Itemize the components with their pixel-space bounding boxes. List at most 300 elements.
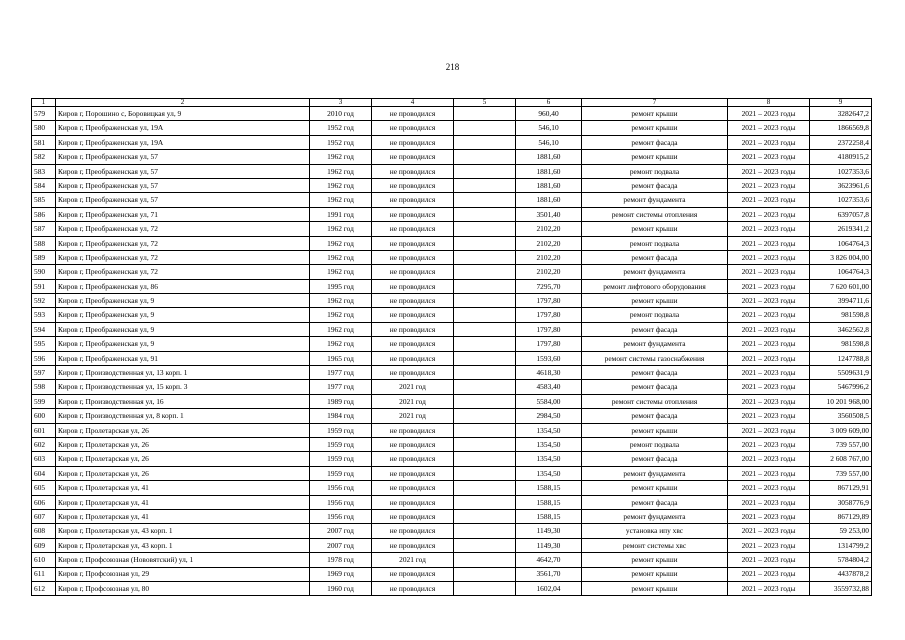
row-number-cell: 585	[32, 193, 56, 207]
table-row	[32, 509, 872, 523]
column-header-5: 5	[454, 99, 516, 107]
period-cell: 2021 – 2023 годы	[728, 322, 810, 336]
area-cell: 2984,50	[516, 409, 582, 423]
cost-cell: 2372258,4	[810, 135, 872, 149]
work-type-cell: ремонт крыши	[582, 481, 728, 495]
work-type-cell: ремонт системы отопления	[582, 207, 728, 221]
work-type-cell: ремонт лифтового оборудования	[582, 279, 728, 293]
cost-cell: 3462562,8	[810, 322, 872, 336]
build-year-cell: 1959 год	[310, 423, 372, 437]
build-year-cell: 1989 год	[310, 394, 372, 408]
address-cell: Киров г, Преображенская ул, 57	[56, 150, 310, 164]
period-cell: 2021 – 2023 годы	[728, 567, 810, 581]
address-cell: Киров г, Преображенская ул, 72	[56, 236, 310, 250]
row-number-cell: 601	[32, 423, 56, 437]
last-repair-year-cell: не проводился	[372, 337, 454, 351]
table-row	[32, 437, 872, 451]
area-cell: 1881,60	[516, 193, 582, 207]
col-5-cell	[454, 567, 516, 581]
col-5-cell	[454, 121, 516, 135]
cost-cell: 3 009 609,00	[810, 423, 872, 437]
row-number-cell: 608	[32, 524, 56, 538]
row-number-cell: 592	[32, 294, 56, 308]
col-5-cell	[454, 509, 516, 523]
last-repair-year-cell: не проводился	[372, 538, 454, 552]
address-cell: Киров г, Профсоюзная (Нововятский) ул, 1	[56, 553, 310, 567]
area-cell: 1588,15	[516, 481, 582, 495]
cost-cell: 981598,8	[810, 337, 872, 351]
address-cell: Киров г, Пролетарская ул, 43 корп. 1	[56, 524, 310, 538]
table-row	[32, 581, 872, 595]
column-header-4: 4	[372, 99, 454, 107]
area-cell: 1602,04	[516, 581, 582, 595]
address-cell: Киров г, Преображенская ул, 72	[56, 250, 310, 264]
work-type-cell: ремонт подвала	[582, 236, 728, 250]
row-number-cell: 583	[32, 164, 56, 178]
cost-cell: 10 201 968,00	[810, 394, 872, 408]
area-cell: 3501,40	[516, 207, 582, 221]
area-cell: 1881,60	[516, 178, 582, 192]
row-number-cell: 595	[32, 337, 56, 351]
address-cell: Киров г, Производственная ул, 15 корп. 3	[56, 380, 310, 394]
work-type-cell: ремонт подвала	[582, 437, 728, 451]
work-type-cell: ремонт фасада	[582, 178, 728, 192]
last-repair-year-cell: 2021 год	[372, 380, 454, 394]
last-repair-year-cell: не проводился	[372, 265, 454, 279]
area-cell: 4583,40	[516, 380, 582, 394]
row-number-cell: 603	[32, 452, 56, 466]
area-cell: 1588,15	[516, 495, 582, 509]
work-type-cell: ремонт системы газоснабжения	[582, 351, 728, 365]
page-number: 218	[445, 62, 460, 72]
row-number-cell: 604	[32, 466, 56, 480]
table-row	[32, 394, 872, 408]
col-5-cell	[454, 452, 516, 466]
address-cell: Киров г, Преображенская ул, 9	[56, 308, 310, 322]
last-repair-year-cell: не проводился	[372, 178, 454, 192]
work-type-cell: ремонт крыши	[582, 423, 728, 437]
table-row	[32, 495, 872, 509]
last-repair-year-cell: не проводился	[372, 524, 454, 538]
col-5-cell	[454, 409, 516, 423]
last-repair-year-cell: не проводился	[372, 481, 454, 495]
build-year-cell: 2007 год	[310, 524, 372, 538]
period-cell: 2021 – 2023 годы	[728, 107, 810, 121]
address-cell: Киров г, Преображенская ул, 57	[56, 164, 310, 178]
table-row	[32, 308, 872, 322]
col-5-cell	[454, 308, 516, 322]
table-row	[32, 164, 872, 178]
row-number-cell: 600	[32, 409, 56, 423]
column-header-2: 2	[56, 99, 310, 107]
col-5-cell	[454, 380, 516, 394]
last-repair-year-cell: не проводился	[372, 509, 454, 523]
period-cell: 2021 – 2023 годы	[728, 553, 810, 567]
build-year-cell: 1991 год	[310, 207, 372, 221]
build-year-cell: 1952 год	[310, 135, 372, 149]
area-cell: 2102,20	[516, 250, 582, 264]
table-row	[32, 524, 872, 538]
area-cell: 1881,60	[516, 150, 582, 164]
area-cell: 2102,20	[516, 265, 582, 279]
area-cell: 1354,50	[516, 423, 582, 437]
cost-cell: 4180915,2	[810, 150, 872, 164]
build-year-cell: 1962 год	[310, 150, 372, 164]
cost-cell: 1027353,6	[810, 164, 872, 178]
col-5-cell	[454, 294, 516, 308]
work-type-cell: ремонт фасада	[582, 366, 728, 380]
period-cell: 2021 – 2023 годы	[728, 423, 810, 437]
address-cell: Киров г, Порошино с, Боровицкая ул, 9	[56, 107, 310, 121]
col-5-cell	[454, 207, 516, 221]
work-type-cell: ремонт фундамента	[582, 337, 728, 351]
period-cell: 2021 – 2023 годы	[728, 222, 810, 236]
col-5-cell	[454, 135, 516, 149]
build-year-cell: 1977 год	[310, 380, 372, 394]
area-cell: 7295,70	[516, 279, 582, 293]
cost-cell: 2 608 767,00	[810, 452, 872, 466]
work-type-cell: ремонт крыши	[582, 222, 728, 236]
period-cell: 2021 – 2023 годы	[728, 207, 810, 221]
last-repair-year-cell: не проводился	[372, 193, 454, 207]
area-cell: 1149,30	[516, 524, 582, 538]
table-row	[32, 423, 872, 437]
build-year-cell: 1978 год	[310, 553, 372, 567]
address-cell: Киров г, Пролетарская ул, 26	[56, 466, 310, 480]
table-row	[32, 553, 872, 567]
cost-cell: 3058776,9	[810, 495, 872, 509]
row-number-cell: 591	[32, 279, 56, 293]
row-number-cell: 587	[32, 222, 56, 236]
address-cell: Киров г, Преображенская ул, 86	[56, 279, 310, 293]
column-header-6: 6	[516, 99, 582, 107]
area-cell: 546,10	[516, 121, 582, 135]
row-number-cell: 599	[32, 394, 56, 408]
work-type-cell: ремонт системы отопления	[582, 394, 728, 408]
address-cell: Киров г, Преображенская ул, 19А	[56, 135, 310, 149]
area-cell: 4618,30	[516, 366, 582, 380]
col-5-cell	[454, 322, 516, 336]
row-number-cell: 594	[32, 322, 56, 336]
col-5-cell	[454, 466, 516, 480]
last-repair-year-cell: не проводился	[372, 466, 454, 480]
build-year-cell: 1959 год	[310, 466, 372, 480]
last-repair-year-cell: не проводился	[372, 250, 454, 264]
period-cell: 2021 – 2023 годы	[728, 265, 810, 279]
cost-cell: 867129,91	[810, 481, 872, 495]
row-number-cell: 612	[32, 581, 56, 595]
table-row	[32, 409, 872, 423]
cost-cell: 3994711,6	[810, 294, 872, 308]
table-row	[32, 207, 872, 221]
area-cell: 5584,00	[516, 394, 582, 408]
work-type-cell: ремонт фасада	[582, 135, 728, 149]
period-cell: 2021 – 2023 годы	[728, 366, 810, 380]
last-repair-year-cell: не проводился	[372, 236, 454, 250]
address-cell: Киров г, Пролетарская ул, 26	[56, 423, 310, 437]
period-cell: 2021 – 2023 годы	[728, 452, 810, 466]
col-5-cell	[454, 107, 516, 121]
last-repair-year-cell: 2021 год	[372, 553, 454, 567]
address-cell: Киров г, Пролетарская ул, 26	[56, 437, 310, 451]
build-year-cell: 1956 год	[310, 481, 372, 495]
work-type-cell: ремонт фундамента	[582, 509, 728, 523]
table-row	[32, 222, 872, 236]
table-row	[32, 279, 872, 293]
cost-cell: 1027353,6	[810, 193, 872, 207]
period-cell: 2021 – 2023 годы	[728, 481, 810, 495]
period-cell: 2021 – 2023 годы	[728, 351, 810, 365]
col-5-cell	[454, 236, 516, 250]
column-header-8: 8	[728, 99, 810, 107]
build-year-cell: 1956 год	[310, 495, 372, 509]
period-cell: 2021 – 2023 годы	[728, 121, 810, 135]
address-cell: Киров г, Преображенская ул, 72	[56, 222, 310, 236]
last-repair-year-cell: не проводился	[372, 322, 454, 336]
col-5-cell	[454, 394, 516, 408]
column-header-7: 7	[582, 99, 728, 107]
row-number-cell: 579	[32, 107, 56, 121]
address-cell: Киров г, Преображенская ул, 57	[56, 178, 310, 192]
work-type-cell: ремонт фундамента	[582, 466, 728, 480]
period-cell: 2021 – 2023 годы	[728, 294, 810, 308]
address-cell: Киров г, Преображенская ул, 91	[56, 351, 310, 365]
last-repair-year-cell: не проводился	[372, 308, 454, 322]
period-cell: 2021 – 2023 годы	[728, 524, 810, 538]
work-type-cell: ремонт крыши	[582, 150, 728, 164]
area-cell: 1354,50	[516, 466, 582, 480]
period-cell: 2021 – 2023 годы	[728, 394, 810, 408]
address-cell: Киров г, Профсоюзная ул, 80	[56, 581, 310, 595]
row-number-cell: 609	[32, 538, 56, 552]
build-year-cell: 1959 год	[310, 452, 372, 466]
address-cell: Киров г, Профсоюзная ул, 29	[56, 567, 310, 581]
table-row	[32, 538, 872, 552]
table-row	[32, 193, 872, 207]
address-cell: Киров г, Преображенская ул, 72	[56, 265, 310, 279]
cost-cell: 1064764,3	[810, 265, 872, 279]
table-row	[32, 121, 872, 135]
work-type-cell: ремонт фасада	[582, 322, 728, 336]
address-cell: Киров г, Пролетарская ул, 41	[56, 481, 310, 495]
cost-cell: 1064764,3	[810, 236, 872, 250]
last-repair-year-cell: не проводился	[372, 135, 454, 149]
row-number-cell: 589	[32, 250, 56, 264]
work-type-cell: ремонт фасада	[582, 409, 728, 423]
period-cell: 2021 – 2023 годы	[728, 279, 810, 293]
last-repair-year-cell: не проводился	[372, 423, 454, 437]
col-5-cell	[454, 178, 516, 192]
col-5-cell	[454, 250, 516, 264]
row-number-cell: 581	[32, 135, 56, 149]
last-repair-year-cell: не проводился	[372, 495, 454, 509]
area-cell: 4642,70	[516, 553, 582, 567]
build-year-cell: 1962 год	[310, 294, 372, 308]
table-row	[32, 366, 872, 380]
build-year-cell: 1962 год	[310, 265, 372, 279]
cost-cell: 3 826 004,00	[810, 250, 872, 264]
col-5-cell	[454, 481, 516, 495]
last-repair-year-cell: не проводился	[372, 294, 454, 308]
table-row	[32, 294, 872, 308]
work-type-cell: ремонт фасада	[582, 452, 728, 466]
cost-cell: 3282647,2	[810, 107, 872, 121]
period-cell: 2021 – 2023 годы	[728, 409, 810, 423]
last-repair-year-cell: не проводился	[372, 437, 454, 451]
table-row	[32, 337, 872, 351]
cost-cell: 867129,89	[810, 509, 872, 523]
area-cell: 960,40	[516, 107, 582, 121]
row-number-cell: 584	[32, 178, 56, 192]
build-year-cell: 1959 год	[310, 437, 372, 451]
row-number-cell: 597	[32, 366, 56, 380]
build-year-cell: 1962 год	[310, 337, 372, 351]
address-cell: Киров г, Пролетарская ул, 26	[56, 452, 310, 466]
address-cell: Киров г, Пролетарская ул, 41	[56, 495, 310, 509]
period-cell: 2021 – 2023 годы	[728, 466, 810, 480]
col-5-cell	[454, 524, 516, 538]
address-cell: Киров г, Преображенская ул, 9	[56, 294, 310, 308]
build-year-cell: 1962 год	[310, 236, 372, 250]
address-cell: Киров г, Преображенская ул, 19А	[56, 121, 310, 135]
work-type-cell: ремонт фасада	[582, 380, 728, 394]
cost-cell: 5467996,2	[810, 380, 872, 394]
last-repair-year-cell: не проводился	[372, 207, 454, 221]
last-repair-year-cell: 2021 год	[372, 409, 454, 423]
column-number-row	[32, 99, 872, 107]
last-repair-year-cell: не проводился	[372, 107, 454, 121]
address-cell: Киров г, Преображенская ул, 9	[56, 337, 310, 351]
cost-cell: 5509631,9	[810, 366, 872, 380]
area-cell: 2102,20	[516, 236, 582, 250]
period-cell: 2021 – 2023 годы	[728, 337, 810, 351]
cost-cell: 5784804,2	[810, 553, 872, 567]
area-cell: 2102,20	[516, 222, 582, 236]
area-cell: 1354,50	[516, 437, 582, 451]
row-number-cell: 606	[32, 495, 56, 509]
period-cell: 2021 – 2023 годы	[728, 437, 810, 451]
address-cell: Киров г, Производственная ул, 13 корп. 1	[56, 366, 310, 380]
row-number-cell: 610	[32, 553, 56, 567]
work-type-cell: ремонт системы хвс	[582, 538, 728, 552]
last-repair-year-cell: не проводился	[372, 452, 454, 466]
build-year-cell: 1962 год	[310, 222, 372, 236]
row-number-cell: 605	[32, 481, 56, 495]
work-type-cell: ремонт подвала	[582, 308, 728, 322]
build-year-cell: 1956 год	[310, 509, 372, 523]
cost-cell: 3560508,5	[810, 409, 872, 423]
work-type-cell: ремонт фундамента	[582, 193, 728, 207]
period-cell: 2021 – 2023 годы	[728, 250, 810, 264]
work-type-cell: ремонт подвала	[582, 164, 728, 178]
col-5-cell	[454, 279, 516, 293]
cost-cell: 6397057,8	[810, 207, 872, 221]
table-row	[32, 265, 872, 279]
area-cell: 1149,30	[516, 538, 582, 552]
period-cell: 2021 – 2023 годы	[728, 193, 810, 207]
row-number-cell: 590	[32, 265, 56, 279]
row-number-cell: 586	[32, 207, 56, 221]
col-5-cell	[454, 553, 516, 567]
column-header-1: 1	[32, 99, 56, 107]
work-type-cell: ремонт крыши	[582, 294, 728, 308]
period-cell: 2021 – 2023 годы	[728, 135, 810, 149]
build-year-cell: 1995 год	[310, 279, 372, 293]
period-cell: 2021 – 2023 годы	[728, 380, 810, 394]
area-cell: 1881,60	[516, 164, 582, 178]
last-repair-year-cell: не проводился	[372, 581, 454, 595]
build-year-cell: 1962 год	[310, 193, 372, 207]
work-type-cell: ремонт крыши	[582, 121, 728, 135]
cost-cell: 1314799,2	[810, 538, 872, 552]
area-cell: 3561,70	[516, 567, 582, 581]
last-repair-year-cell: не проводился	[372, 351, 454, 365]
column-header-9: 9	[810, 99, 872, 107]
build-year-cell: 1960 год	[310, 581, 372, 595]
cost-cell: 1247788,8	[810, 351, 872, 365]
row-number-cell: 598	[32, 380, 56, 394]
last-repair-year-cell: не проводился	[372, 279, 454, 293]
build-year-cell: 1965 год	[310, 351, 372, 365]
build-year-cell: 1952 год	[310, 121, 372, 135]
row-number-cell: 607	[32, 509, 56, 523]
table-row	[32, 135, 872, 149]
col-5-cell	[454, 495, 516, 509]
row-number-cell: 602	[32, 437, 56, 451]
last-repair-year-cell: не проводился	[372, 222, 454, 236]
table-row	[32, 567, 872, 581]
address-cell: Киров г, Преображенская ул, 57	[56, 193, 310, 207]
col-5-cell	[454, 164, 516, 178]
col-5-cell	[454, 193, 516, 207]
build-year-cell: 1962 год	[310, 178, 372, 192]
cost-cell: 739 557,00	[810, 466, 872, 480]
row-number-cell: 582	[32, 150, 56, 164]
work-type-cell: ремонт фасада	[582, 495, 728, 509]
last-repair-year-cell: не проводился	[372, 164, 454, 178]
build-year-cell: 1962 год	[310, 164, 372, 178]
cost-cell: 739 557,00	[810, 437, 872, 451]
period-cell: 2021 – 2023 годы	[728, 509, 810, 523]
table-row	[32, 481, 872, 495]
address-cell: Киров г, Преображенская ул, 71	[56, 207, 310, 221]
col-5-cell	[454, 366, 516, 380]
col-5-cell	[454, 222, 516, 236]
work-type-cell: ремонт фасада	[582, 250, 728, 264]
table-row	[32, 250, 872, 264]
table-row	[32, 380, 872, 394]
address-cell: Киров г, Производственная ул, 8 корп. 1	[56, 409, 310, 423]
area-cell: 1588,15	[516, 509, 582, 523]
table-row	[32, 236, 872, 250]
col-5-cell	[454, 538, 516, 552]
period-cell: 2021 – 2023 годы	[728, 538, 810, 552]
area-cell: 1797,80	[516, 322, 582, 336]
area-cell: 546,10	[516, 135, 582, 149]
period-cell: 2021 – 2023 годы	[728, 581, 810, 595]
build-year-cell: 2007 год	[310, 538, 372, 552]
cost-cell: 3559732,88	[810, 581, 872, 595]
row-number-cell: 580	[32, 121, 56, 135]
cost-cell: 1866569,8	[810, 121, 872, 135]
table-row	[32, 150, 872, 164]
address-cell: Киров г, Преображенская ул, 9	[56, 322, 310, 336]
area-cell: 1354,50	[516, 452, 582, 466]
row-number-cell: 611	[32, 567, 56, 581]
col-5-cell	[454, 150, 516, 164]
last-repair-year-cell: не проводился	[372, 150, 454, 164]
build-year-cell: 1962 год	[310, 322, 372, 336]
